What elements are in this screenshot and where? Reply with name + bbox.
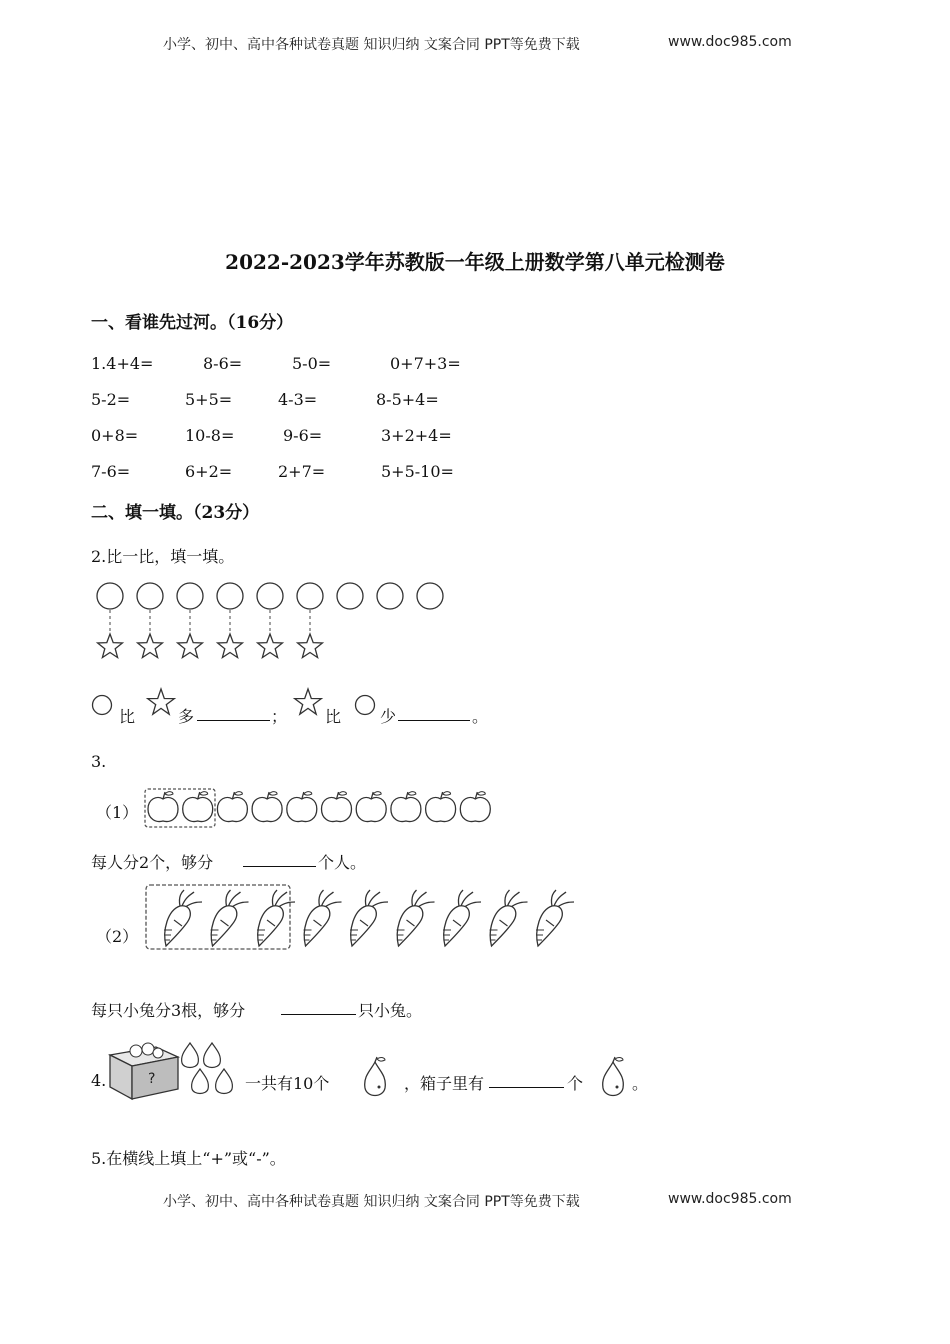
equation: 0+7+3= [390,354,461,373]
q2-separator: ； [271,707,288,726]
equation: 6+2= [185,462,233,481]
q4-text: 一共有10个 [245,1074,330,1093]
equation: 3+2+4= [381,426,452,445]
q2-word: 多 [178,707,195,726]
page-title: 2022-2023学年苏教版一年级上册数学第八单元检测卷 [225,250,725,274]
header-url[interactable]: www.doc985.com [668,34,792,50]
equation: 5+5= [185,390,233,409]
q5-prompt: 5.在横线上填上“+”或“-”。 [91,1149,286,1168]
q4-label: 4. [91,1071,107,1090]
equation: 10-8= [185,426,235,445]
q3-sub2-text: 每只小兔分3根，够分 [91,1001,246,1020]
carrot [211,890,249,946]
q3-sub1-label: （1） [96,803,139,822]
carrot [350,890,388,946]
equation: 5-2= [91,390,131,409]
q2-word: 比 [325,707,342,726]
equation: 0+8= [91,426,139,445]
pear-icon [358,1056,392,1102]
header-text: 小学、初中、高中各种试卷真题 知识归纳 文案合同 PPT等免费下载 [163,37,580,53]
equation: 8-6= [203,354,243,373]
q3-sub1-text-end: 个人。 [318,853,367,872]
equation: 9-6= [283,426,323,445]
carrot [397,890,435,946]
q2-word: 少 [380,707,397,726]
q3-sub2-text-end: 只小兔。 [358,1001,423,1020]
carrot [304,890,342,946]
fruit-box-illustration [106,1033,246,1103]
q4-end: 。 [632,1074,649,1093]
equation: 8-5+4= [376,390,439,409]
q4-text: ，箱子里有 [404,1074,485,1093]
equation: 4-3= [278,390,318,409]
section1-heading: 一、看谁先过河。（16分） [91,313,294,333]
q3-label: 3. [91,752,107,771]
answer-blank[interactable] [489,1073,564,1092]
equation: 5+5-10= [381,462,454,481]
carrot [536,890,574,946]
q3-sub1-text: 每人分2个，够分 [91,853,214,872]
carrot [490,890,528,946]
q2-end: 。 [472,707,489,726]
section2-heading: 二、填一填。（23分） [91,503,260,523]
carrot [257,890,295,946]
footer-text: 小学、初中、高中各种试卷真题 知识归纳 文案合同 PPT等免费下载 [163,1194,580,1210]
equation: 5-0= [292,354,332,373]
carrot [164,890,202,946]
pear-icon [596,1056,630,1102]
footer-url[interactable]: www.doc985.com [668,1191,792,1207]
carrot [443,890,481,946]
box-question-mark: ? [148,1071,156,1087]
q4-text: 个 [567,1074,584,1093]
equation: 2+7= [278,462,326,481]
answer-blank[interactable] [281,1000,356,1019]
equation: 7-6= [91,462,131,481]
equation: 1.4+4= [91,354,154,373]
q2-word: 比 [119,707,136,726]
q2-prompt: 2.比一比，填一填。 [91,547,235,566]
q3-sub2-label: （2） [96,927,139,946]
